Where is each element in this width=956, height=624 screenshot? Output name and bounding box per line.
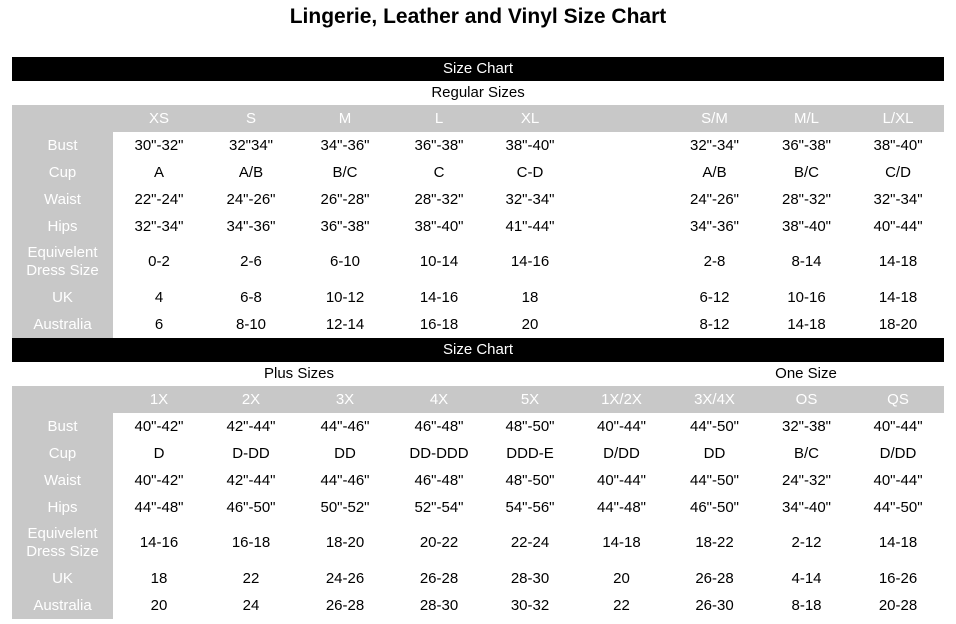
row-value: 2-6 xyxy=(240,253,262,270)
row-label: UK xyxy=(12,284,113,311)
row-value: C/D xyxy=(885,163,911,181)
row-label: UK xyxy=(12,565,113,592)
row-value: 32"-34" xyxy=(505,190,555,208)
row-value: 10-12 xyxy=(325,288,365,306)
section-bar-title: Size Chart xyxy=(12,338,944,362)
row-value: 32"-34" xyxy=(689,136,739,154)
row-value: 38"-40" xyxy=(873,136,923,154)
row-value: 26-28 xyxy=(419,569,459,587)
size-header: 1X/2X xyxy=(575,386,668,413)
size-header-row xyxy=(12,105,944,132)
row-value: 24-26 xyxy=(325,569,365,587)
size-header: XS xyxy=(113,105,205,132)
row-value: D/DD xyxy=(879,444,917,462)
row-value: 20 xyxy=(613,569,630,587)
measure-row xyxy=(12,565,944,592)
measure-row xyxy=(12,213,944,240)
row-value: 2-8 xyxy=(703,253,726,270)
row-value: 44"-46" xyxy=(320,471,370,489)
section-bar-title: Size Chart xyxy=(12,57,944,81)
row-value xyxy=(575,159,668,186)
row-value xyxy=(575,213,668,240)
one-size-label: One Size xyxy=(775,365,837,382)
row-value: D/DD xyxy=(603,444,640,462)
row-value: 22 xyxy=(613,596,630,614)
section-subtitle xyxy=(12,362,944,386)
size-chart-body xyxy=(12,57,944,619)
row-value: 16-18 xyxy=(419,315,459,333)
measure-row xyxy=(12,521,944,565)
row-value: 38"-40" xyxy=(414,217,464,235)
row-value: 40"-44" xyxy=(873,471,923,489)
subtitle-spacer xyxy=(393,362,668,386)
size-chart-table xyxy=(12,57,944,619)
measure-row xyxy=(12,440,944,467)
row-value: 18 xyxy=(521,288,539,306)
row-value: 24"-32" xyxy=(781,471,831,489)
measure-row xyxy=(12,413,944,440)
row-label: Equivelent Dress Size xyxy=(12,521,113,565)
row-value: 8-12 xyxy=(699,315,730,333)
row-value: 28-30 xyxy=(419,596,459,614)
row-value: A/B xyxy=(238,163,264,181)
row-value: 48"-50" xyxy=(505,417,555,435)
row-value: 12-14 xyxy=(325,315,365,333)
row-label: Hips xyxy=(12,213,113,240)
row-value: 14-16 xyxy=(510,253,550,270)
row-value: 8-18 xyxy=(791,596,822,614)
row-value: 24"-26" xyxy=(226,190,276,208)
row-value: 41"-44" xyxy=(505,217,555,235)
row-label: Hips xyxy=(12,494,113,521)
row-value: 40"-44" xyxy=(873,217,923,235)
measure-row xyxy=(12,132,944,159)
row-value: 44"-46" xyxy=(320,417,370,435)
row-value: 36"-38" xyxy=(414,136,464,154)
row-value: B/C xyxy=(793,163,819,181)
row-value: 28"-32" xyxy=(781,190,831,208)
row-value: 14-16 xyxy=(419,288,459,306)
row-value: 26-30 xyxy=(695,596,734,614)
size-header-row xyxy=(12,386,944,413)
row-value: 40"-42" xyxy=(134,417,184,435)
row-value: 14-18 xyxy=(878,253,918,270)
row-value: 10-14 xyxy=(419,253,459,270)
row-value: DDD-E xyxy=(506,444,554,462)
section-subtitle: Plus Sizes xyxy=(263,365,335,382)
row-value: 44"-50" xyxy=(873,498,923,516)
row-value: 44"-50" xyxy=(689,417,739,435)
row-label: Australia xyxy=(12,311,113,338)
size-header: M/L xyxy=(761,105,852,132)
row-value: 34"-36" xyxy=(689,217,739,235)
row-value: 40"-42" xyxy=(134,471,184,489)
row-value: 32"34" xyxy=(228,136,274,154)
row-value: D-DD xyxy=(232,444,270,462)
size-header: 3X/4X xyxy=(668,386,761,413)
row-label: Equivelent Dress Size xyxy=(12,240,113,284)
size-header: OS xyxy=(761,386,852,413)
row-value: 26"-28" xyxy=(320,190,370,208)
row-label: Cup xyxy=(12,440,113,467)
row-value: A xyxy=(153,163,164,181)
row-value: 18-20 xyxy=(878,315,918,333)
row-value: C xyxy=(433,163,445,181)
row-value: 8-10 xyxy=(235,315,267,333)
row-value: 36"-38" xyxy=(781,136,831,154)
measure-row xyxy=(12,186,944,213)
row-value: DD xyxy=(334,444,356,462)
measure-row xyxy=(12,284,944,311)
size-header: L xyxy=(393,105,485,132)
row-value xyxy=(575,186,668,213)
size-header xyxy=(575,105,668,132)
row-value: 44"-48" xyxy=(134,498,184,516)
row-value: DD xyxy=(703,444,726,462)
row-value: 24 xyxy=(242,596,260,614)
measure-row xyxy=(12,592,944,619)
row-value: 46"-50" xyxy=(689,498,739,516)
row-value: 46"-50" xyxy=(226,498,276,516)
row-label: Cup xyxy=(12,159,113,186)
row-value: 44"-50" xyxy=(689,471,739,489)
size-header: S/M xyxy=(668,105,761,132)
size-header: 2X xyxy=(205,386,297,413)
row-value: 22 xyxy=(242,569,260,587)
size-header: 5X xyxy=(485,386,575,413)
row-value: 18-20 xyxy=(325,534,365,551)
row-label: Waist xyxy=(12,186,113,213)
row-value: 6-12 xyxy=(699,288,730,306)
measure-row xyxy=(12,240,944,284)
row-value: 6-8 xyxy=(240,288,262,306)
row-value: 4 xyxy=(154,288,164,306)
row-value: 42"-44" xyxy=(226,471,276,489)
row-value: 40"-44" xyxy=(873,417,923,435)
section-bar xyxy=(12,338,944,362)
row-value: 50"-52" xyxy=(320,498,370,516)
row-value: 46"-48" xyxy=(414,417,464,435)
row-value xyxy=(575,132,668,159)
row-value: 42"-44" xyxy=(226,417,276,435)
row-value: 32"-38" xyxy=(781,417,831,435)
row-value: 8-14 xyxy=(791,253,822,270)
row-value: 40"-44" xyxy=(596,417,646,435)
measure-row xyxy=(12,311,944,338)
row-value: 16-26 xyxy=(878,569,918,587)
row-value: 36"-38" xyxy=(320,217,370,235)
row-value: 14-16 xyxy=(139,534,179,551)
row-label: Waist xyxy=(12,467,113,494)
size-header: L/XL xyxy=(852,105,944,132)
row-value: 30-32 xyxy=(510,596,550,614)
row-value: 24"-26" xyxy=(689,190,739,208)
row-label: Bust xyxy=(12,132,113,159)
row-value: 28-30 xyxy=(510,569,550,587)
row-value: 32"-34" xyxy=(873,190,923,208)
size-header: QS xyxy=(852,386,944,413)
row-value: D xyxy=(153,444,165,462)
row-value: 14-18 xyxy=(787,315,826,333)
row-value: 14-18 xyxy=(602,534,641,551)
row-value: 14-18 xyxy=(878,288,918,306)
row-value: B/C xyxy=(332,163,358,181)
section-subtitle xyxy=(12,81,944,105)
section-bar xyxy=(12,57,944,81)
size-header: 4X xyxy=(393,386,485,413)
row-value: 6-10 xyxy=(329,253,361,270)
row-value: 34"-40" xyxy=(781,498,831,516)
size-header: 3X xyxy=(297,386,393,413)
row-label: Australia xyxy=(12,592,113,619)
row-value: 26-28 xyxy=(695,569,734,587)
row-value: A/B xyxy=(702,163,727,181)
row-value: 20-28 xyxy=(878,596,918,614)
row-value: 18-22 xyxy=(695,534,734,551)
row-value: 14-18 xyxy=(878,534,918,551)
row-value: 18 xyxy=(150,569,168,587)
section-subtitle: Regular Sizes xyxy=(431,84,525,101)
row-value: 32"-34" xyxy=(134,217,184,235)
row-value xyxy=(575,240,668,284)
row-value: 30"-32" xyxy=(134,136,184,154)
row-value: 38"-40" xyxy=(505,136,555,154)
measure-row xyxy=(12,467,944,494)
measure-row xyxy=(12,494,944,521)
row-value: B/C xyxy=(793,444,819,462)
row-value: 10-16 xyxy=(787,288,826,306)
row-value: 4-14 xyxy=(791,569,822,587)
size-header-blank xyxy=(12,105,113,132)
size-header-blank xyxy=(12,386,113,413)
row-value: 6 xyxy=(154,315,164,333)
row-value: 54"-56" xyxy=(505,498,555,516)
row-value: C-D xyxy=(516,163,544,181)
row-value: 20-22 xyxy=(419,534,459,551)
row-value xyxy=(575,311,668,338)
row-value: 20 xyxy=(150,596,168,614)
row-value: 0-2 xyxy=(148,253,170,270)
row-value: 40"-44" xyxy=(596,471,646,489)
row-value: 22-24 xyxy=(510,534,550,551)
row-value: 52"-54" xyxy=(414,498,464,516)
row-value: 28"-32" xyxy=(414,190,464,208)
size-header: 1X xyxy=(113,386,205,413)
size-header: XL xyxy=(485,105,575,132)
row-label: Bust xyxy=(12,413,113,440)
row-value: DD-DDD xyxy=(409,444,469,462)
row-value: 26-28 xyxy=(325,596,365,614)
measure-row xyxy=(12,159,944,186)
row-value: 16-18 xyxy=(231,534,271,551)
row-value: 34"-36" xyxy=(226,217,276,235)
row-value: 38"-40" xyxy=(781,217,831,235)
subtitle-spacer xyxy=(12,362,205,386)
row-value: 34"-36" xyxy=(320,136,370,154)
size-header: M xyxy=(297,105,393,132)
size-header: S xyxy=(205,105,297,132)
row-value: 20 xyxy=(521,315,539,333)
row-value: 46"-48" xyxy=(414,471,464,489)
row-value: 48"-50" xyxy=(505,471,555,489)
row-value: 22"-24" xyxy=(134,190,184,208)
page-title: Lingerie, Leather and Vinyl Size Chart xyxy=(289,5,667,28)
row-value: 44"-48" xyxy=(596,498,646,516)
row-value xyxy=(575,284,668,311)
row-value: 2-12 xyxy=(791,534,822,551)
